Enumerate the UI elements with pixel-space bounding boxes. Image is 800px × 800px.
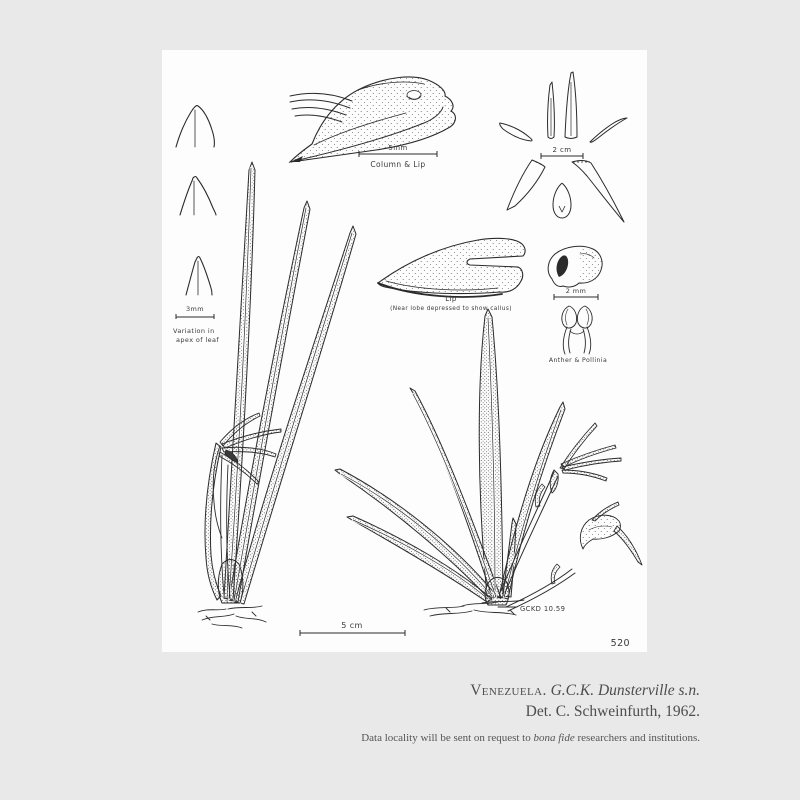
artist-signature: GCKD 10.59 <box>520 605 566 613</box>
leaf-apex-variations <box>176 106 216 295</box>
sepal-upper-right <box>590 118 627 142</box>
pseudobulb <box>218 560 243 604</box>
sepal-lower-right <box>572 161 624 222</box>
page-number: 520 <box>610 638 630 649</box>
apex-scale-bar <box>176 314 214 319</box>
flower-bud <box>580 515 620 549</box>
column-lip-figure <box>290 77 455 162</box>
apex-caption-line2: apex of leaf <box>176 336 220 344</box>
flower-tail-sepal <box>614 526 642 565</box>
anther-pollinia-label: Anther & Pollinia <box>548 357 608 364</box>
left-plant-flower <box>219 413 281 484</box>
apex-figure-2 <box>180 177 216 216</box>
anther-figure <box>548 246 602 287</box>
column-lip-label: Column & Lip <box>370 160 426 169</box>
lip-label: Lip <box>445 295 457 303</box>
apex-figure-3 <box>186 257 212 296</box>
caption-note <box>280 731 700 745</box>
pollinia-figure <box>562 306 592 354</box>
anther-scale-label: 2 mm <box>565 287 587 295</box>
botanical-drawing <box>162 50 647 652</box>
left-plant <box>198 162 356 628</box>
apex-caption-line1: Variation in <box>173 327 215 335</box>
dissection-scale-label: 2 cm <box>552 146 572 154</box>
plant-scale-label: 5 cm <box>341 621 363 630</box>
flower-petal <box>562 470 607 481</box>
right-plant <box>335 309 642 616</box>
apex-figure-1 <box>176 106 214 147</box>
caption-note-prefix: Data locality will be sent on request to <box>361 732 534 744</box>
right-plant-leaves <box>335 309 565 602</box>
flower-ovary <box>550 470 558 493</box>
lip-sublabel: (Near lobe depressed to show callus) <box>390 306 512 312</box>
left-plant-leaves <box>205 162 356 604</box>
pollinium-left <box>562 306 577 328</box>
caption-collector: G.C.K. Dunsterville s.n. <box>550 682 700 699</box>
caption-collection-line <box>280 680 700 701</box>
apex-scale-label: 3mm <box>186 305 204 313</box>
flower-lower <box>580 502 642 565</box>
left-plant-roots <box>198 606 266 628</box>
column-lip-scale-label: 5mm <box>388 144 408 152</box>
plant-scale-bar <box>300 630 405 636</box>
illustration-plate <box>162 50 647 652</box>
leaf-blade <box>224 162 255 600</box>
lip-outline <box>553 183 571 218</box>
sepal-upper-left <box>500 123 532 141</box>
lip-figure <box>378 238 525 297</box>
sepal-lower-left <box>507 160 545 210</box>
caption-note-latin: bona fide <box>533 732 575 744</box>
caption-determination: Det. C. Schweinfurth, 1962. <box>525 703 700 720</box>
right-plant-roots <box>424 600 524 616</box>
caption-locality: Venezuela. <box>470 682 547 699</box>
caption-note-suffix: researchers and institutions. <box>574 732 700 744</box>
plate-caption <box>280 680 700 745</box>
flower-upper <box>550 423 621 493</box>
column-detail <box>407 91 421 100</box>
lip-body <box>378 238 525 293</box>
pollinium-right <box>577 306 592 328</box>
